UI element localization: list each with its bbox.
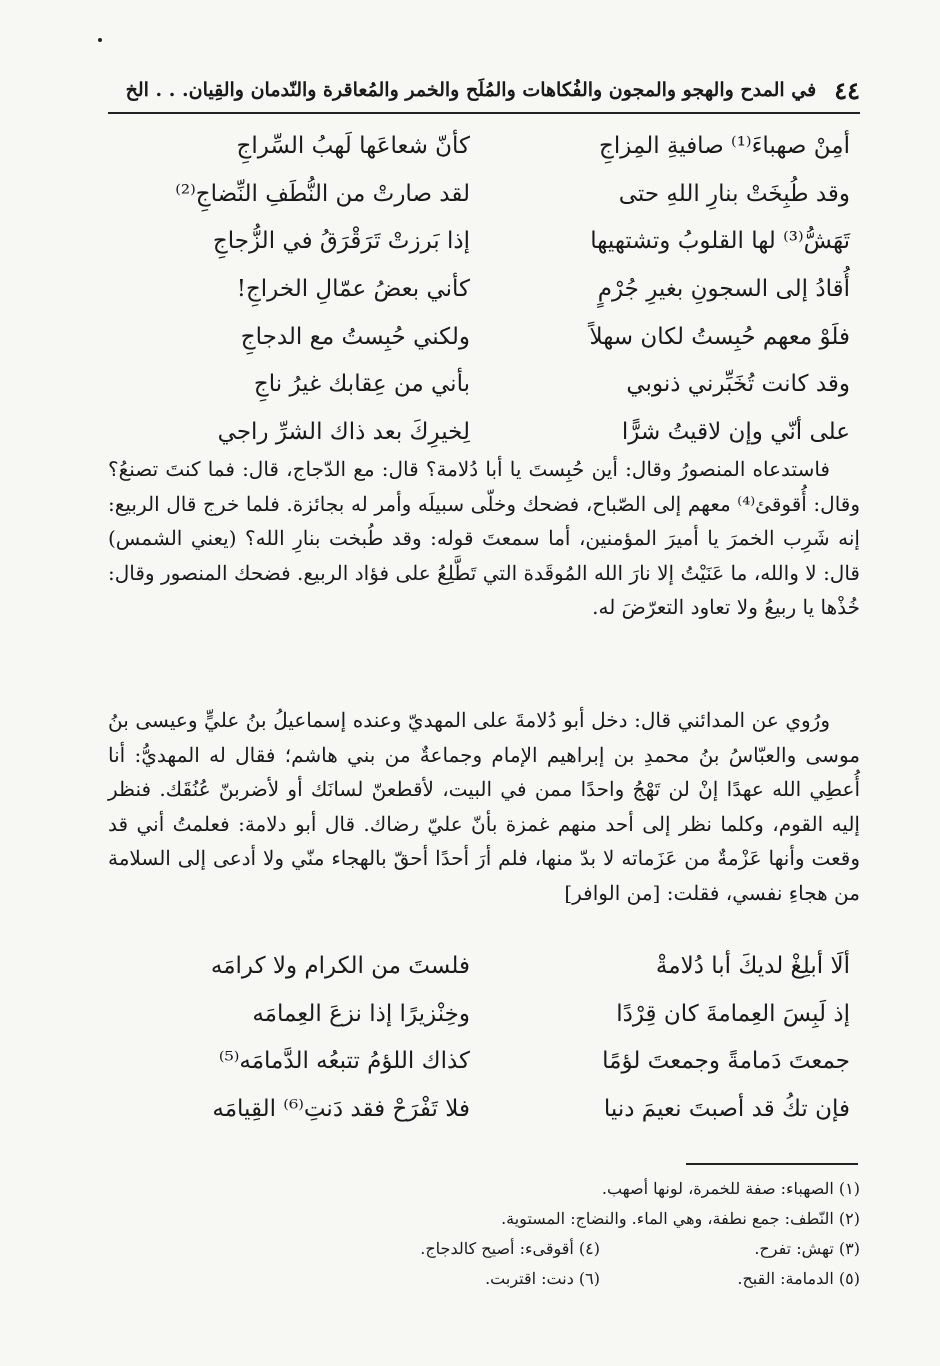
footnotes <box>108 1174 860 1294</box>
first-hemistich: فلَوْ معهم حُبِستُ لكان سهلاً <box>589 323 850 350</box>
header-rule <box>108 112 860 114</box>
footnote-1: (١) الصهباء: صفة للخمرة، لونها أصهب. <box>601 1179 860 1198</box>
first-hemistich: جمعتَ دَمامةً وجمعتَ لؤمًا <box>602 1048 850 1075</box>
second-hemistich: إذا بَرزتْ تَرَقْرَقُ في الزُّجاجِ <box>212 228 470 255</box>
first-hemistich: أمِنْ صهباءَ⁽¹⁾ صافيةِ المِزاجِ <box>598 132 850 159</box>
poem-2 <box>150 942 850 1133</box>
second-hemistich: ولكني حُبِستُ مع الدجاجِ <box>240 323 470 350</box>
second-hemistich: لِخيرِكَ بعد ذاك الشرِّ راجي <box>217 418 470 445</box>
running-header <box>108 70 860 110</box>
second-hemistich: كأني بعضُ عمّالِ الخراجِ! <box>236 275 470 302</box>
verse-line <box>150 217 850 265</box>
verse-line <box>150 360 850 408</box>
first-hemistich: فإن تكُ قد أصبتَ نعيمَ دنيا <box>603 1095 850 1122</box>
first-hemistich: على أنّي وإن لاقيتُ شرًّا <box>621 418 850 445</box>
paragraph-text: ورُوي عن المدائني قال: دخل أبو دُلامةَ على المهديّ وعنده إسماعيلُ بنُ عليٍّ وعيسى بنُ موسى والعبّاسُ بنُ محمدِ بن إبراهيم الإمام وجماعةٌ من بني هاشم؛ فقال له المهديُّ: أنا أُعطِي الله عهدًا إنْ لن تَهْجُ واحدًا ممن في البيت، لأقطعنّ لسانَك أو لأضربنّ عُنُقَك. فنظر إليه القوم، وكلما نظر إلى أحد منهم غمزة بأنّ عليّ رضاك. قال أبو دلامة: فعلمتُ أني قد وقعت وأنها عَزْمةٌ من عَزَماته لا بدّ منها، فلم أرَ أحدًا أحقّ بالهجاء منّي ولا أدعى إلى السلامة من هجاءِ نفسي، فقلت: [من الوافر] <box>108 708 860 905</box>
first-hemistich: تَهَشُّ⁽³⁾ لها القلوبُ وتشتهيها <box>590 228 850 255</box>
second-hemistich: كذاك اللؤمُ تتبعُه الدَّمامَه⁽⁵⁾ <box>218 1048 470 1075</box>
footnote-row <box>108 1264 860 1294</box>
footnote-6: (٦) دنت: اقتربت. <box>485 1269 600 1288</box>
second-hemistich: بأني من عِقابك غيرُ ناجِ <box>253 371 470 398</box>
running-title: في المدح والهجو والمجون والفُكاهات والمُلَح والخمر والمُعاقرة والنّدمان والقِيان. . . الخ <box>125 79 817 101</box>
paragraph-1 <box>108 452 860 625</box>
footnote-3: (٣) تهش: تفرح. <box>754 1239 860 1258</box>
verse-line <box>150 990 850 1038</box>
second-hemistich: وخِنْزيرًا إذا نزعَ العِمامَه <box>252 1000 470 1027</box>
second-hemistich: لقد صارتْ من النُّطَفِ النِّضاجِ⁽²⁾ <box>175 180 470 207</box>
second-hemistich: كأنّ شعاعَها لَهبُ السِّراجِ <box>236 132 470 159</box>
footnote-rule <box>686 1163 858 1165</box>
page-number: ٤٤ <box>834 75 860 105</box>
footnote-5: (٥) الدمامة: القبح. <box>737 1269 860 1288</box>
first-hemistich: ألَا أبلِغْ لديكَ أبا دُلامةْ <box>655 952 850 979</box>
verse-line <box>150 265 850 313</box>
verse-line <box>150 170 850 218</box>
verse-line <box>150 942 850 990</box>
first-hemistich: أُقادُ إلى السجونِ بغيرِ جُرْمٍ <box>597 275 850 302</box>
page-speck <box>98 38 102 42</box>
poem-1 <box>150 122 850 456</box>
verse-line <box>150 1085 850 1133</box>
footnote-2: (٢) النّطف: جمع نطفة، وهي الماء. والنضاج: المستوية. <box>501 1209 860 1228</box>
verse-line <box>150 122 850 170</box>
verse-line <box>150 1037 850 1085</box>
second-hemistich: فلستَ من الكرام ولا كرامَه <box>210 952 470 979</box>
verse-line <box>150 408 850 456</box>
footnote-row <box>108 1234 860 1264</box>
paragraph-2 <box>108 703 860 910</box>
first-hemistich: إذ لَبِسَ العِمامةَ كان قِرْدًا <box>616 1000 850 1027</box>
paragraph-text: فاستدعاه المنصورُ وقال: أين حُبِستَ يا أبا دُلامة؟ قال: مع الدّجاج، قال: فما كنتَ تصنعُ؟ وقال: أُقوقئ⁽⁴⁾ معهم إلى الصّباح، فضحك وخلّى سبيلَه وأمر له بجائزة. فلما خرج قال الربيع: إنه شَرِب الخمرَ يا أميرَ المؤمنين، أما سمعتَ قوله: وقد طُبخت بنارِ الله؟ (يعني الشمس) قال: لا والله، ما عَنَيْتُ إلا نارَ الله المُوقَدة التي تَطَّلِعُ على فؤاد الربيع. فضحك المنصور وقال: خُذْها يا ربيعُ ولا تعاود التعرّضَ له. <box>108 457 861 619</box>
first-hemistich: وقد طُبِخَتْ بنارِ اللهِ حتى <box>618 180 850 207</box>
second-hemistich: فلا تَفْرَحْ فقد دَنتِ⁽⁶⁾ القِيامَه <box>212 1095 470 1122</box>
verse-line <box>150 313 850 361</box>
footnote-4: (٤) أقوقىء: أصيح كالدجاج. <box>420 1239 600 1258</box>
first-hemistich: وقد كانت تُخَبِّرني ذنوبي <box>626 371 850 398</box>
